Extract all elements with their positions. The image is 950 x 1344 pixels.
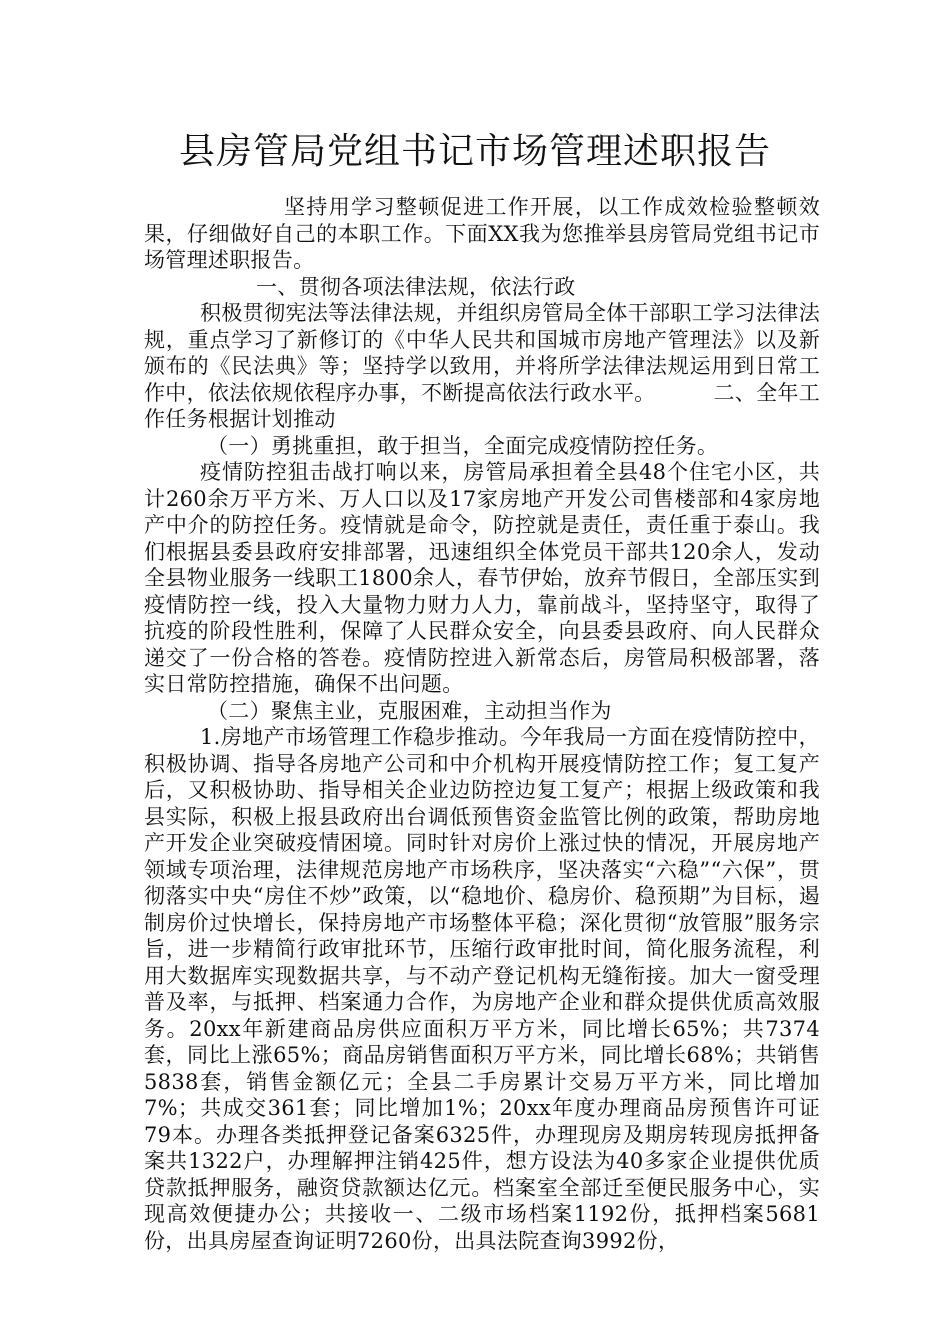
document-title: 县房管局党组书记市场管理述职报告 bbox=[178, 131, 771, 172]
section-1-paragraph bbox=[144, 300, 820, 433]
subsection-1-heading: （一）勇挑重担，敢于担当，全面完成疫情防控任务。 bbox=[207, 433, 719, 458]
subsection-2-paragraph: 1.房地产市场管理工作稳步推动。今年我局一方面在疫情防控中，积极协调、指导各房地产公司和中介机构开展疫情防控工作；复工复产后，又积极协助、指导相关企业边防控边复工复产；根据上级政策和我县实际，积极上报县政府出台调低预售资金监管比例的政策，帮助房地产开发企业突破疫情困境。同时针对房价上涨过快的情况，开展房地产领域专项治理，法律规范房地产市场秩序，坚决落实“六稳”“六保”，贯彻落实中央“房住不炒”政策，以“稳地价、稳房价、稳预期”为目标，遏制房价过快增长，保持房地产市场整体平稳；深化贯彻“放管服”服务宗旨，进一步精简行政审批环节，压缩行政审批时间，简化服务流程，利用大数据库实现数据共享，与不动产登记机构无缝衔接。加大一窗受理普及率，与抵押、档案通力合作，为房地产企业和群众提供优质高效服务。20xx年新建商品房供应面积万平方米，同比增长65%；共7374套，同比上涨65%；商品房销售面积万平方米，同比增长68%；共销售5838套，销售金额亿元；全县二手房累计交易万平方米，同比增加7%；共成交361套；同比增加1%；20xx年度办理商品房预售许可证79本。办理各类抵押登记备案6325件，办理现房及期房转现房抵押备案共1322户，办理解押注销425件，想方设法为40多家企业提供优质贷款抵押服务，融资贷款额达亿元。档案室全部迁至便民服务中心，实现高效便捷办公；共接收一、二级市场档案1192份，抵押档案5681份，出具房屋查询证明7260份，出具法院查询3992份， bbox=[144, 725, 820, 1253]
subsection-2-heading: （二）聚焦主业，克服困难，主动担当作为 bbox=[207, 698, 612, 723]
section-1-text: 积极贯彻宪法等法律法规，并组织房管局全体干部职工学习法律法规，重点学习了新修订的《中华人民共和国城市房地产管理法》以及新颁布的《民法典》等；坚持学以致用，并将所学法律法规运用到日常工作中，依法依规依程序办事，不断提高依法行政水平。 bbox=[144, 301, 820, 405]
section-2-heading: 二、全年工作任务根据计划推动 bbox=[144, 380, 821, 431]
intro-paragraph: 坚持用学习整顿促进工作开展，以工作成效检验整顿效果，仔细做好自己的本职工作。下面XX我为您推举县房管局党组书记市场管理述职报告。 bbox=[144, 195, 820, 272]
section-1-heading: 一、贯彻各项法律法规，依法行政 bbox=[256, 274, 576, 299]
document-body bbox=[144, 194, 820, 1254]
subsection-1-paragraph: 疫情防控狙击战打响以来，房管局承担着全县48个住宅小区，共计260余万平方米、万人口以及17家房地产开发公司售楼部和4家房地产中介的防控任务。疫情就是命令，防控就是责任，责任重于泰山。我们根据县委县政府安排部署，迅速组织全体党员干部共120余人，发动全县物业服务一线职工1800余人，春节伊始，放弃节假日，全部压实到疫情防控一线，投入大量物力财力人力，靠前战斗，坚持坚守，取得了抗疫的阶段性胜利，保障了人民群众安全，向县委县政府、向人民群众递交了一份合格的答卷。疫情防控进入新常态后，房管局积极部署，落实日常防控措施，确保不出问题。 bbox=[144, 460, 820, 696]
